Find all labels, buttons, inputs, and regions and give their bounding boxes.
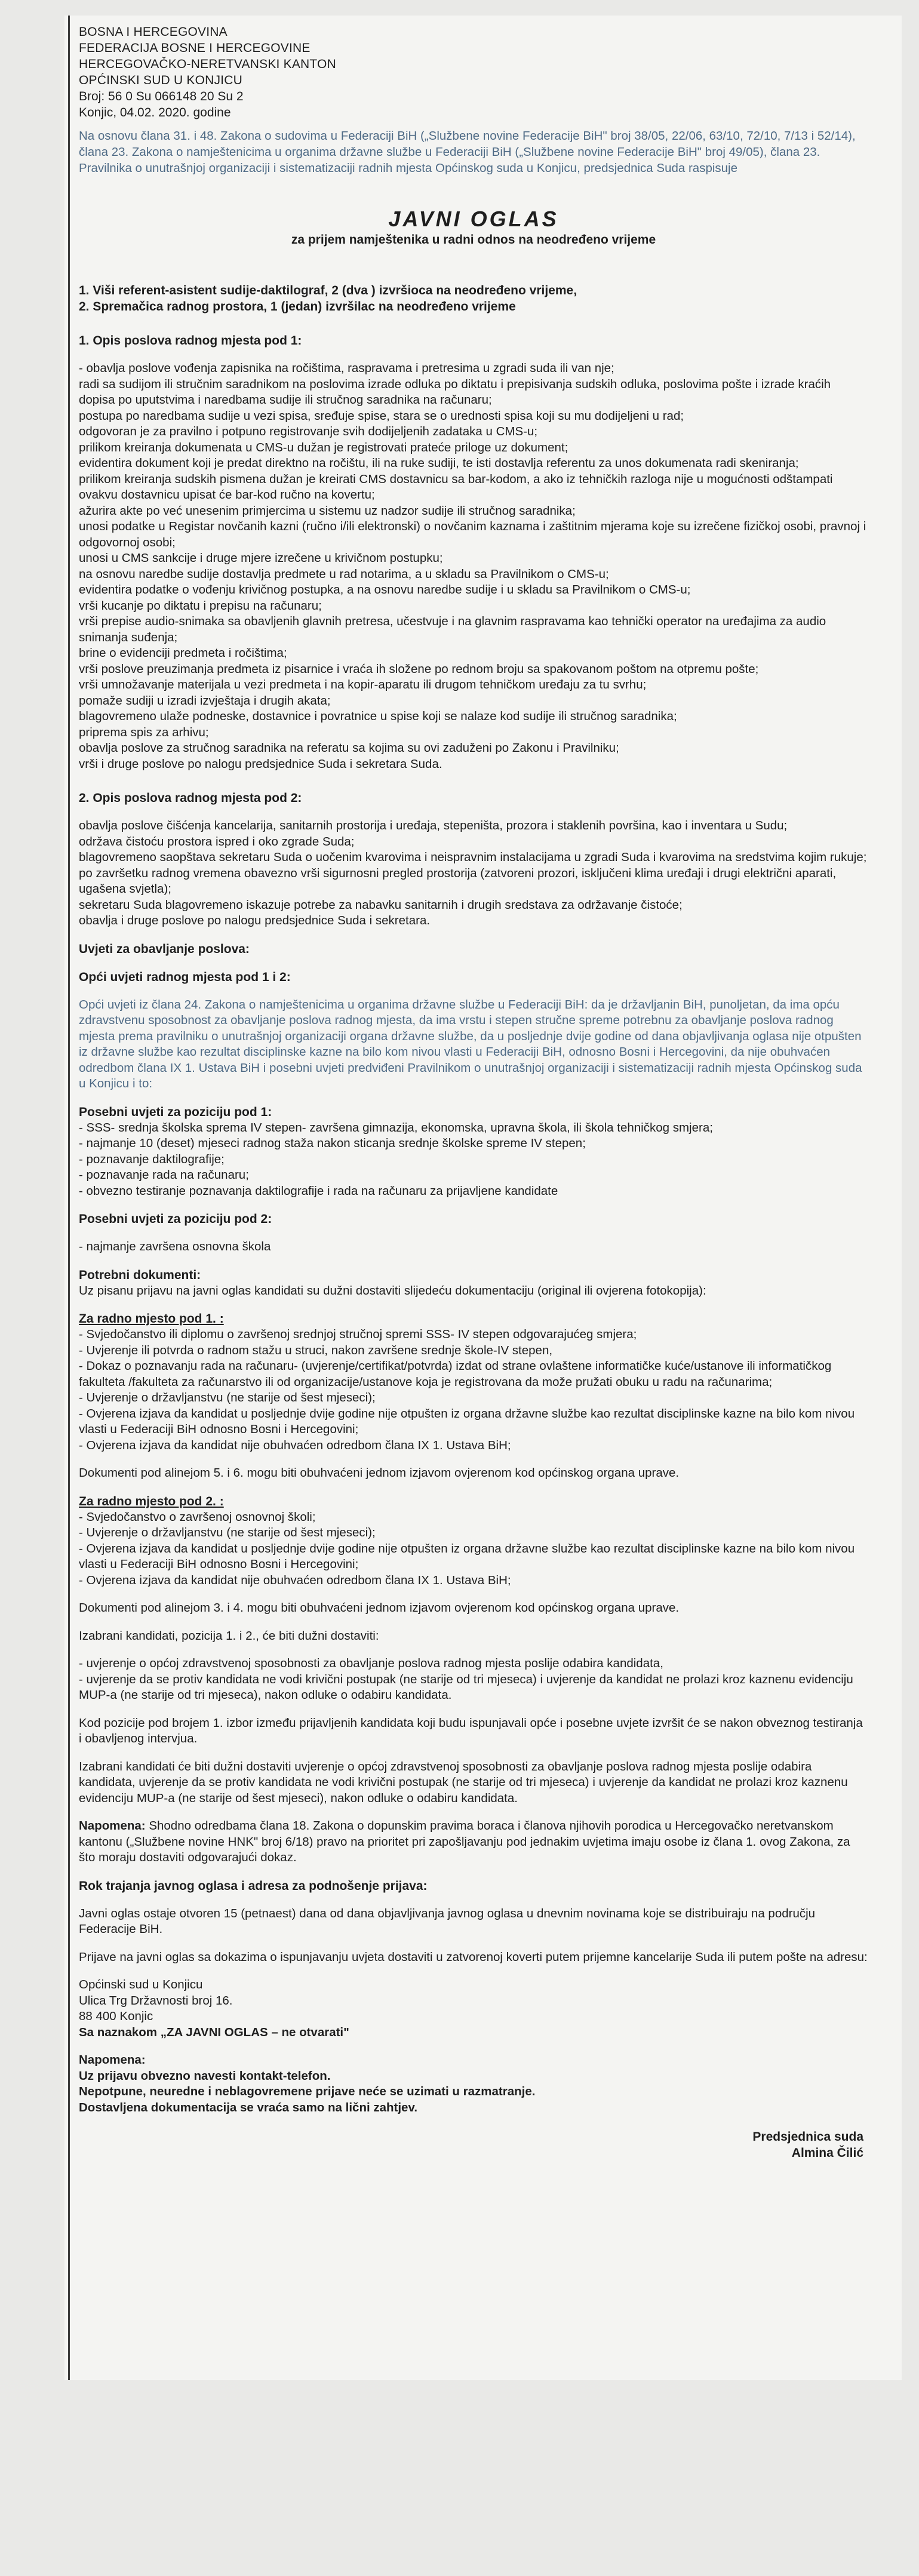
duties-list-1: [79, 361, 868, 772]
list-item: evidentira dokument koji je predat direktno na ročištu, ili na ruke sudiji, te isti dostavlja referentu za unos dokumenata radi skeniranja;: [79, 456, 799, 470]
selected-intro: Izabrani kandidati, pozicija 1. i 2., će biti dužni dostaviti:: [79, 1628, 379, 1643]
list-item: blagovremeno saopštava sekretaru Suda o uočenim kvarovima i neispravnim instalacijama u zgradi Suda i kvarovima na sredstvima kojim rukuje;: [79, 850, 867, 864]
list-item: unosi podatke u Registar novčanih kazni (ručno i/ili elektronski) o novčanim kaznama i zaštitnim mjerama koje su izrečene fizičkoj osobi, pravnoj i odgovornoj osobi;: [79, 519, 866, 549]
list-item: - poznavanje rada na računaru;: [79, 1168, 249, 1182]
priority-note: [79, 1818, 868, 1866]
list-item: radi sa sudijom ili stručnim saradnikom na poslovima izrade odluka po diktatu i prepisivanja sudskih odluka, poslovima pošte i izrade kraćih dopisa po uputstvima i naredbama sudije ili stručnog saradnika na računaru;: [79, 377, 831, 407]
list-item: brine o evidenciji predmeta i ročištima;: [79, 646, 287, 660]
final-note: Dostavljena dokumentacija se vraća samo na lični zahtjev.: [79, 2100, 418, 2114]
list-item: - SSS- srednja školska sprema IV stepen- završena gimnazija, ekonomska, upravna škola, ili škola tehničkog smjera;: [79, 1120, 713, 1135]
list-item: priprema spis za arhivu;: [79, 725, 209, 739]
address-line: Općinski sud u Konjicu: [79, 1978, 203, 1991]
section-title: Za radno mjesto pod 2. :: [79, 1494, 224, 1508]
list-item: - Svjedočanstvo ili diplomu o završenoj srednjoj stručnoj spremi SSS- IV stepen odgovarajućeg smjera;: [79, 1327, 637, 1341]
list-item: - Ovjerena izjava da kandidat u posljednje dvije godine nije otpušten iz organa državne službe kao rezultat disciplinske kazne na bilo kom nivou vlasti u Federaciji BiH odnosno Bosni i Hercegovini;: [79, 1541, 855, 1571]
list-item: evidentira podatke o vođenju krivičnog postupka, a na osnovu naredbe sudije i u skladu sa Pravilnikom o CMS-u;: [79, 583, 691, 597]
header-line: HERCEGOVAČKO-NERETVANSKI KANTON: [79, 57, 336, 71]
deadline-text: Javni oglas ostaje otvoren 15 (petnaest) dana od dana objavljivanja javnog oglasa u dnevnim novinama koje se distribuiraju na području Federacije BiH.: [79, 1906, 816, 1936]
list-item: - Ovjerena izjava da kandidat nije obuhvaćen odredbom člana IX 1. Ustava BiH;: [79, 1573, 511, 1587]
position-item: 2. Spremačica radnog prostora, 1 (jedan) izvršilac na neodređeno vrijeme: [79, 300, 516, 313]
address-block: [79, 1977, 868, 2040]
docs-list-2: [79, 1510, 868, 1589]
final-note: Nepotpune, neuredne i neblagovremene prijave neće se uzimati u razmatranje.: [79, 2085, 536, 2098]
list-item: - Ovjerena izjava da kandidat nije obuhvaćen odredbom člana IX 1. Ustava BiH;: [79, 1438, 511, 1452]
final-note: Uz prijavu obvezno navesti kontakt-telefon.: [79, 2068, 331, 2083]
list-item: obavlja poslove čišćenja kancelarija, sanitarnih prostorija i uređaja, stepeništa, prozora i staklenih površina, kao i inventara u Sudu;: [79, 819, 788, 832]
signature-block: [79, 2129, 868, 2161]
list-item: - Svjedočanstvo o završenoj osnovnoj školi;: [79, 1510, 316, 1524]
special-conditions-2: [79, 1239, 868, 1255]
list-item: sekretaru Suda blagovremeno iskazuje potrebe za nabavku sanitarnih i drugih sredstava za održavanje čistoće;: [79, 897, 683, 912]
list-item: - najmanje 10 (deset) mjeseci radnog staža nakon sticanja srednje školske spreme IV stepen;: [79, 1136, 586, 1150]
docs-list-1: [79, 1327, 868, 1453]
special-conditions-1: [79, 1120, 868, 1200]
section-title: 2. Opis poslova radnog mjesta pod 2:: [79, 791, 302, 805]
notice-title: JAVNI OGLAS: [388, 207, 559, 231]
date-line: Konjic, 04.02. 2020. godine: [79, 106, 231, 119]
list-item: prilikom kreiranja dokumenata u CMS-u dužan je registrovati prateće priloge uz dokument;: [79, 440, 568, 454]
section-title: Uvjeti za obavljanje poslova:: [79, 942, 250, 956]
note-text: Shodno odredbama člana 18. Zakona o dopunskim pravima boraca i članova njihovih porodica u Hercegovačko neretvanskom kantonu („Službene novine HNK" broj 6/18) pravo na prioritet pri zapošljavanju pod jednakim uvjetima imaju osobe iz člana 1. ovog Zakona, za što moraju dostaviti odgovarajući dokaz.: [79, 1819, 850, 1864]
selection-paragraph: Kod pozicije pod brojem 1. izbor između prijavljenih kandidata koji budu ispunjavali opće i posebne uvjete izvršit će se nakon obveznog testiranja i obavljenog intervjua.: [79, 1716, 863, 1745]
list-item: vrši kucanje po diktatu i prepisu na računaru;: [79, 598, 322, 613]
general-conditions: Opći uvjeti iz člana 24. Zakona o namještenicima u organima državne službe u Federaciji BiH: da je državljanin BiH, punoljetan, da ima opću zdravstvenu sposobnost za obavljanje poslova radnog mjesta, da ima vrstu i stepen stručne spreme potrebnu za obavljanje poslova radnog mjesta prema pravilniku o unutrašnjoj organizaciji organa državne službe, da u posljednje dvije godine od dana objavljivanja oglasa nije otpušten iz državne službe kao rezultat disciplinske kazne na bilo kom nivou vlasti u Federaciji BiH, odnosno Bosni i Hercegovini, da nije obuhvaćen odredbom člana IX 1. Ustava BiH i posebni uvjeti predviđeni Pravilnikom o unutrašnjoj organizaciji i sistematizaciji radnih mjesta Općinskog suda u Konjicu i to:: [79, 997, 862, 1090]
section-title: Posebni uvjeti za poziciju pod 2:: [79, 1212, 272, 1226]
docs-intro: Uz pisanu prijavu na javni oglas kandidati su dužni dostaviti slijedeću dokumentaciju (original ili ovjerena fotokopija):: [79, 1283, 706, 1298]
positions-list: [79, 282, 868, 315]
section-title: Potrebni dokumenti:: [79, 1268, 201, 1282]
list-item: obavlja i druge poslove po nalogu predsjednice Suda i sekretara.: [79, 914, 431, 927]
list-item: - najmanje završena osnovna škola: [79, 1240, 271, 1253]
section-title: 1. Opis poslova radnog mjesta pod 1:: [79, 334, 302, 348]
list-item: vrši prepise audio-snimaka sa obavljenih glavnih pretresa, učestvuje i na glavnim raspravama kao tehnički operator na uređajima za audio snimanja suđenja;: [79, 614, 826, 644]
notice-sheet: [64, 16, 902, 2380]
selected-docs-list: [79, 1656, 868, 1704]
list-item: odgovoran je za pravilno i potpuno registrovanje svih dodijeljenih zadataka u CMS-u;: [79, 425, 538, 438]
list-item: vrši i druge poslove po nalogu predsjednice Suda i sekretara Suda.: [79, 757, 442, 771]
header-line: BOSNA I HERCEGOVINA: [79, 25, 228, 39]
signature-name: Almina Čilić: [791, 2146, 863, 2160]
submit-text: Prijave na javni oglas sa dokazima o ispunjavanju uvjeta dostaviti u zatvorenoj koverti putem prijemne kancelarije Suda ili putem pošte na adresu:: [79, 1950, 868, 1964]
list-item: po završetku radnog vremena obavezno vrši sigurnosni pregled prostorija (zatvoreni prozori, isključeni klima uređaji i drugi električni aparati, ugašena svjetla);: [79, 866, 837, 896]
list-item: prilikom kreiranja sudskih pismena dužan je kreirati CMS dostavnicu sa bar-kodom, a ako iz tehničkih razloga nije u mogućnosti odštampati ovakvu dostavnicu upisat će bar-kod ručno na kovertu;: [79, 472, 833, 502]
list-item: - Ovjerena izjava da kandidat u posljednje dvije godine nije otpušten iz organa državne službe kao rezultat disciplinske kazne na bilo kom nivou vlasti u Federaciji BiH odnosno Bosni i Hercegovini;: [79, 1406, 855, 1436]
header-line: OPĆINSKI SUD U KONJICU: [79, 73, 242, 87]
final-note-title: Napomena:: [79, 2053, 146, 2067]
case-number: Broj: 56 0 Su 066148 20 Su 2: [79, 90, 244, 103]
address-line: Ulica Trg Državnosti broj 16.: [79, 1993, 233, 2008]
court-header: [79, 24, 868, 121]
list-item: na osnovu naredbe sudije dostavlja predmete u rad notarima, a u skladu sa Pravilnikom o CMS-u;: [79, 567, 609, 581]
section-title: Rok trajanja javnog oglasa i adresa za podnošenje prijava:: [79, 1879, 428, 1893]
section-title: Opći uvjeti radnog mjesta pod 1 i 2:: [79, 970, 291, 984]
final-notes: [79, 2052, 868, 2116]
notice-subtitle: za prijem namještenika u radni odnos na neodređeno vrijeme: [291, 233, 656, 247]
selected-paragraph: Izabrani kandidati će biti dužni dostaviti uvjerenje o općoj zdravstvenoj sposobnosti za obavljanje poslova radnog mjesta poslije odabira kandidata, uvjerenje da se protiv kandidata ne vodi krivični postupak (ne starije od tri mjeseca) i uvjerenje da kandidat ne prolazi kroz kaznenu evidenciju MUP-a (ne starije od šest mjeseci), nakon odluke o odabiru kandidata.: [79, 1759, 848, 1805]
list-item: blagovremeno ulaže podneske, dostavnice i povratnice u spise koji se nalaze kod sudije ili stručnog saradnika;: [79, 709, 677, 723]
address-line: 88 400 Konjic: [79, 2009, 153, 2023]
signature-role: Predsjednica suda: [752, 2130, 863, 2144]
list-item: - Uvjerenje ili potvrda o radnom stažu u struci, nakon završene srednje škole-IV stepen,: [79, 1343, 553, 1357]
position-item: 1. Viši referent-asistent sudije-daktilograf, 2 (dva ) izvršioca na neodređeno vrijeme,: [79, 284, 577, 297]
list-item: vrši poslove preuzimanja predmeta iz pisarnice i vraća ih složene po rednom broju sa spakovanom poštom na otpremu pošte;: [79, 662, 759, 676]
list-item: vrši umnožavanje materijala u vezi predmeta i na kopir-aparatu ili drugom tehničkom uređaju za tu svrhu;: [79, 678, 647, 691]
list-item: - poznavanje daktilografije;: [79, 1152, 225, 1166]
list-item: održava čistoću prostora ispred i oko zgrade Suda;: [79, 834, 355, 849]
list-item: ažurira akte po već unesenim primjercima u sistemu uz nadzor sudije ili stručnog saradnika;: [79, 503, 576, 518]
duties-list-2: [79, 818, 868, 929]
address-line: Sa naznakom „ZA JAVNI OGLAS – ne otvarati": [79, 2025, 349, 2039]
list-item: - obvezno testiranje poznavanja daktilografije i rada na računaru za prijavljene kandidate: [79, 1184, 558, 1198]
docs-note-2: Dokumenti pod alinejom 3. i 4. mogu biti obuhvaćeni jednom izjavom ovjerenom kod općinskog organa uprave.: [79, 1601, 680, 1615]
list-item: - Dokaz o poznavanju rada na računaru- (uvjerenje/certifikat/potvrda) izdat od strane ovlaštene informatičke kuće/ustanove ili informatičkog fakulteta /fakulteta za računarstvo ili od organizacije/ustanove koja je registrovana da može pružati obuku u radu na računarima;: [79, 1359, 832, 1389]
list-item: postupa po naredbama sudije u vezi spisa, sređuje spise, stara se o urednosti spisa koji su mu dodijeljeni u rad;: [79, 408, 684, 423]
header-line: FEDERACIJA BOSNE I HERCEGOVINE: [79, 41, 311, 55]
section-title: Posebni uvjeti za poziciju pod 1:: [79, 1105, 272, 1119]
docs-note-1: Dokumenti pod alinejom 5. i 6. mogu biti obuhvaćeni jednom izjavom ovjerenom kod općinskog organa uprave.: [79, 1466, 680, 1480]
section-title: Za radno mjesto pod 1. :: [79, 1312, 224, 1326]
list-item: obavlja poslove za stručnog saradnika na referatu sa kojima su ovi zaduženi po Zakonu i Pravilniku;: [79, 741, 619, 755]
list-item: - uvjerenje da se protiv kandidata ne vodi krivični postupak (ne starije od tri mjeseca) i uvjerenje da kandidat ne prolazi kroz kaznenu evidenciju MUP-a (ne starije od tri mjeseca), nakon odluke o odabiru kandidata.: [79, 1672, 853, 1702]
legal-basis: Na osnovu člana 31. i 48. Zakona o sudovima u Federaciji BiH („Službene novine Federacije BiH" broj 38/05, 22/06, 63/10, 72/10, 7/13 i 52/14), člana 23. Zakona o namještenicima u organima državne službe u Federaciji BiH („Službene novine Federacije BiH" broj 49/05), člana 23. Pravilnika o unutrašnjoj organizaciji i sistematizaciji radnih mjesta Općinskog suda u Konjicu, predsjednica Suda raspisuje: [79, 129, 856, 175]
list-item: - obavlja poslove vođenja zapisnika na ročištima, raspravama i pretresima u zgradi suda ili van nje;: [79, 361, 614, 375]
list-item: unosi u CMS sankcije i druge mjere izrečene u krivičnom postupku;: [79, 551, 443, 565]
list-item: - uvjerenje o općoj zdravstvenoj sposobnosti za obavljanje poslova radnog mjesta poslije odabira kandidata,: [79, 1656, 663, 1670]
list-item: - Uvjerenje o državljanstvu (ne starije od šest mjeseci);: [79, 1391, 376, 1404]
list-item: - Uvjerenje o državljanstvu (ne starije od šest mjeseci);: [79, 1526, 376, 1539]
list-item: pomaže sudiji u izradi izvještaja i drugih akata;: [79, 693, 331, 708]
note-label: Napomena:: [79, 1819, 146, 1833]
